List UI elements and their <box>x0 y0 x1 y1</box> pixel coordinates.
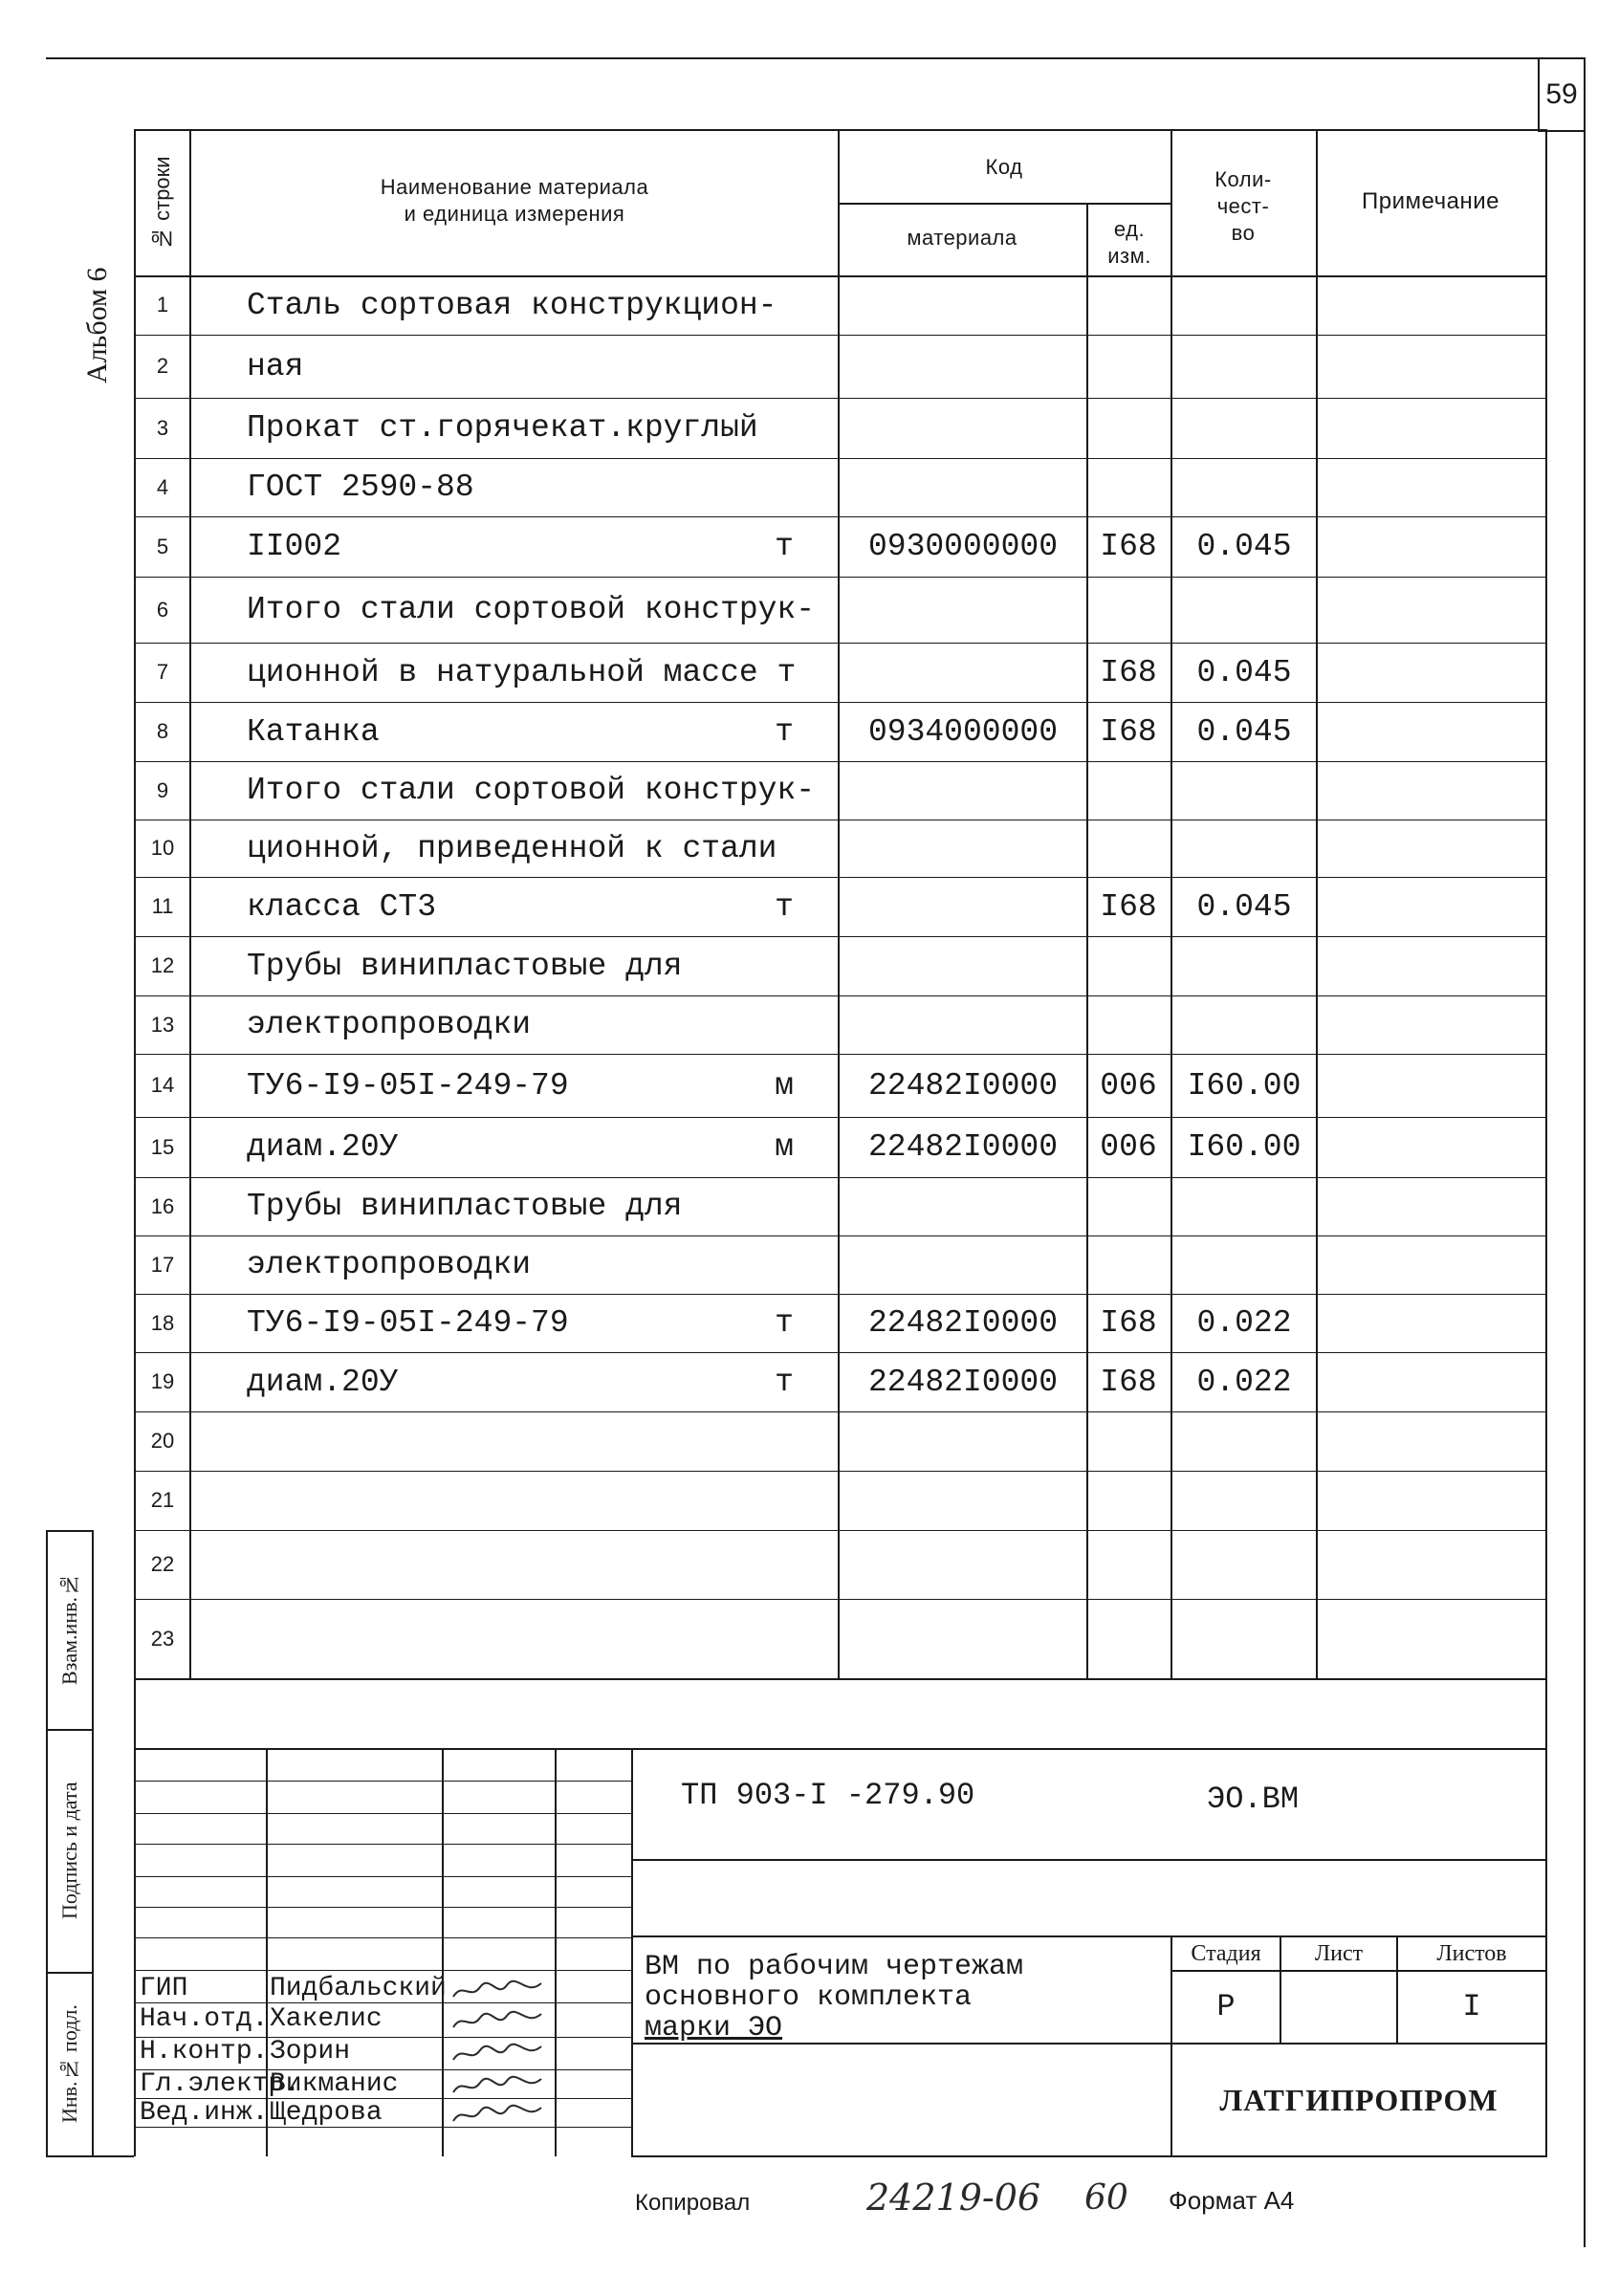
sheets-value: I <box>1462 1988 1481 2024</box>
stamp-inv: Инв.№ подл. <box>57 2004 81 2123</box>
quantity <box>1174 275 1314 335</box>
stage-label: Стадия <box>1191 1940 1261 1966</box>
album-label: Альбом 6 <box>81 267 113 383</box>
unit-code <box>1088 275 1169 335</box>
material-name: ционной в натуральной массе т <box>247 654 797 690</box>
unit-code <box>1088 995 1169 1054</box>
unit-of-measure <box>755 458 813 516</box>
unit-code: I68 <box>1100 1305 1157 1341</box>
description-line3: марки ЭО <box>645 2012 783 2045</box>
quantity: I60.00 <box>1187 1067 1302 1104</box>
unit-of-measure <box>755 643 813 702</box>
material-name: Катанка <box>247 713 380 750</box>
material-code: 22482I0000 <box>867 1129 1059 1165</box>
unit-code: I68 <box>1100 1364 1157 1400</box>
unit-code: 006 <box>1100 1129 1157 1165</box>
row-number: 1 <box>156 293 169 317</box>
unit-of-measure <box>755 1235 813 1294</box>
unit-of-measure <box>755 577 813 643</box>
material-code <box>843 761 1083 820</box>
sheets-label: Листов <box>1436 1940 1507 1966</box>
unit-code <box>1088 936 1169 995</box>
material-name: электропроводки <box>247 1007 532 1042</box>
quantity <box>1174 1411 1314 1471</box>
material-code: 0934000000 <box>867 713 1059 750</box>
material-code <box>843 1599 1083 1678</box>
material-code <box>843 877 1083 936</box>
header-kod: Код <box>985 155 1023 180</box>
row-number: 11 <box>151 894 174 918</box>
row-number: 5 <box>156 534 169 558</box>
row-number: 2 <box>156 354 169 378</box>
doc-number: ТП 903-I -279.90 <box>681 1778 975 1813</box>
quantity <box>1174 335 1314 398</box>
unit-of-measure: т <box>775 1364 794 1400</box>
material-name: Прокат ст.горячекат.круглый <box>247 410 758 446</box>
row-number: 8 <box>156 719 169 743</box>
signature-mark <box>449 2043 549 2066</box>
unit-of-measure <box>755 275 813 335</box>
material-code <box>843 1177 1083 1235</box>
organization: ЛАТГИПРОПРОМ <box>1219 2082 1499 2117</box>
unit-of-measure <box>755 1471 813 1530</box>
doc-mark: ЭО.ВМ <box>1207 1782 1300 1817</box>
material-code <box>843 577 1083 643</box>
material-name: ная <box>247 348 304 384</box>
signature-mark <box>449 2010 549 2033</box>
row-number: 20 <box>150 1429 175 1453</box>
material-code <box>843 275 1083 335</box>
row-number: 16 <box>150 1193 175 1218</box>
unit-of-measure: м <box>775 1129 794 1165</box>
material-name: Сталь сортовая конструкцион- <box>247 287 777 323</box>
quantity <box>1174 458 1314 516</box>
material-code <box>843 936 1083 995</box>
row-number: 14 <box>150 1073 175 1097</box>
footer-copy-number: 24219-06 <box>866 2176 1041 2219</box>
header-name-line2: и единица измерения <box>404 202 625 227</box>
quantity: I60.00 <box>1187 1129 1302 1165</box>
footer-copied-label: Копировал <box>635 2190 751 2216</box>
header-qty-line3: во <box>1231 221 1256 246</box>
unit-code <box>1088 1530 1169 1599</box>
stamp-podpis: Подпись и дата <box>57 1782 81 1919</box>
quantity <box>1174 1471 1314 1530</box>
material-name: ционной, приведенной к стали <box>247 830 777 866</box>
material-code: 0930000000 <box>867 529 1059 564</box>
material-code <box>843 995 1083 1054</box>
unit-of-measure <box>755 1411 813 1471</box>
quantity: 0.022 <box>1196 1305 1292 1341</box>
header-qty-line1: Коли- <box>1214 167 1272 192</box>
row-number: 15 <box>150 1134 175 1159</box>
material-code <box>843 458 1083 516</box>
material-code <box>843 398 1083 458</box>
signatory-name: Пидбальский <box>270 1974 447 2003</box>
quantity <box>1174 1530 1314 1599</box>
signature-mark <box>449 1979 549 2002</box>
material-name: Итого стали сортовой конструк- <box>247 773 816 808</box>
unit-of-measure <box>755 1177 813 1235</box>
row-number: 12 <box>150 953 175 977</box>
quantity <box>1174 398 1314 458</box>
unit-of-measure: м <box>775 1067 794 1104</box>
unit-code: I68 <box>1100 529 1157 564</box>
signatory-name: Викманис <box>270 2069 399 2099</box>
material-name: диам.20У <box>247 1364 399 1400</box>
material-name: ГОСТ 2590-88 <box>247 470 474 505</box>
quantity <box>1174 1177 1314 1235</box>
description-line1: ВМ по рабочим чертежам <box>645 1951 1024 1983</box>
description-line2: основного комплекта <box>645 1981 973 2014</box>
footer-format-label: Формат А4 <box>1169 2186 1295 2215</box>
material-name: ТУ6-I9-05I-249-79 <box>247 1305 569 1341</box>
unit-code <box>1088 820 1169 877</box>
unit-code <box>1088 1411 1169 1471</box>
material-name: диам.20У <box>247 1129 399 1165</box>
sheet-value <box>1281 1972 1396 2041</box>
header-qty-line2: чест- <box>1216 194 1270 219</box>
signatory-role: ГИП <box>140 1974 188 2003</box>
unit-of-measure <box>755 1530 813 1599</box>
unit-code <box>1088 577 1169 643</box>
material-name: II002 <box>247 529 342 564</box>
material-code <box>843 335 1083 398</box>
row-number: 4 <box>156 474 169 499</box>
signatory-role: Вед.инж. <box>140 2098 269 2128</box>
header-row-number: № строки <box>150 156 174 251</box>
material-name: Итого стали сортовой конструк- <box>247 592 816 627</box>
quantity <box>1174 577 1314 643</box>
quantity: 0.045 <box>1196 888 1292 925</box>
unit-code <box>1088 1471 1169 1530</box>
material-name: Трубы винипластовые для <box>247 948 683 984</box>
row-number: 7 <box>156 660 169 684</box>
header-kod-ed-line2: изм. <box>1107 244 1151 269</box>
material-code <box>843 1235 1083 1294</box>
quantity: 0.022 <box>1196 1364 1292 1400</box>
row-number: 3 <box>156 415 169 440</box>
unit-code <box>1088 761 1169 820</box>
sheet-label: Лист <box>1314 1940 1364 1966</box>
row-number: 21 <box>150 1488 175 1512</box>
unit-code: I68 <box>1100 888 1157 925</box>
header-kod-material: материала <box>907 226 1017 251</box>
unit-of-measure <box>755 761 813 820</box>
signature-mark <box>449 2075 549 2098</box>
row-number: 23 <box>150 1626 175 1651</box>
unit-code <box>1088 458 1169 516</box>
signatory-name: Щедрова <box>270 2098 383 2128</box>
unit-code <box>1088 1599 1169 1678</box>
signatory-role: Нач.отд. <box>140 2004 269 2034</box>
row-number: 18 <box>150 1310 175 1335</box>
signatory-role: Н.контр. <box>140 2037 269 2066</box>
unit-of-measure <box>755 335 813 398</box>
page-number: 59 <box>1545 78 1578 110</box>
material-code <box>843 643 1083 702</box>
row-number: 22 <box>150 1552 175 1576</box>
row-number: 10 <box>150 836 175 860</box>
row-number: 13 <box>150 1012 175 1037</box>
material-code: 22482I0000 <box>867 1305 1059 1341</box>
row-number: 17 <box>150 1252 175 1277</box>
unit-of-measure <box>755 936 813 995</box>
footer-copy-sheet: 60 <box>1084 2178 1128 2218</box>
unit-of-measure <box>755 1599 813 1678</box>
signatory-name: Хакелис <box>270 2004 383 2034</box>
material-code <box>843 820 1083 877</box>
quantity <box>1174 936 1314 995</box>
quantity <box>1174 1235 1314 1294</box>
unit-code <box>1088 335 1169 398</box>
material-code: 22482I0000 <box>867 1364 1059 1400</box>
quantity: 0.045 <box>1196 654 1292 690</box>
unit-of-measure <box>755 820 813 877</box>
unit-code <box>1088 1177 1169 1235</box>
unit-of-measure: т <box>775 1305 794 1341</box>
unit-of-measure <box>755 398 813 458</box>
material-name: Трубы винипластовые для <box>247 1189 683 1224</box>
stamp-vzam: Взам.инв.№ <box>57 1573 81 1686</box>
unit-of-measure: т <box>775 713 794 750</box>
quantity <box>1174 995 1314 1054</box>
stage-value: Р <box>1216 1988 1236 2024</box>
unit-code: 006 <box>1100 1067 1157 1104</box>
unit-code <box>1088 398 1169 458</box>
material-name: электропроводки <box>247 1247 532 1282</box>
material-code <box>843 1471 1083 1530</box>
row-number: 6 <box>156 597 169 622</box>
header-name-line1: Наименование материала <box>380 175 649 200</box>
unit-code: I68 <box>1100 654 1157 690</box>
unit-of-measure <box>755 995 813 1054</box>
row-number: 19 <box>150 1369 175 1393</box>
quantity <box>1174 1599 1314 1678</box>
unit-code: I68 <box>1100 713 1157 750</box>
unit-code <box>1088 1235 1169 1294</box>
header-kod-ed-line1: ед. <box>1113 217 1146 242</box>
signatory-role: Гл.электр. <box>140 2069 301 2099</box>
quantity <box>1174 820 1314 877</box>
unit-of-measure: т <box>775 529 794 564</box>
signature-mark <box>449 2104 549 2127</box>
row-number: 9 <box>156 777 169 802</box>
quantity: 0.045 <box>1196 529 1292 564</box>
header-note: Примечание <box>1362 188 1499 215</box>
material-code: 22482I0000 <box>867 1067 1059 1104</box>
material-code <box>843 1530 1083 1599</box>
unit-of-measure: т <box>775 888 794 925</box>
signatory-name: Зорин <box>270 2037 351 2066</box>
quantity <box>1174 761 1314 820</box>
quantity: 0.045 <box>1196 713 1292 750</box>
material-name: класса СТ3 <box>247 888 437 925</box>
material-name: ТУ6-I9-05I-249-79 <box>247 1067 569 1104</box>
material-code <box>843 1411 1083 1471</box>
